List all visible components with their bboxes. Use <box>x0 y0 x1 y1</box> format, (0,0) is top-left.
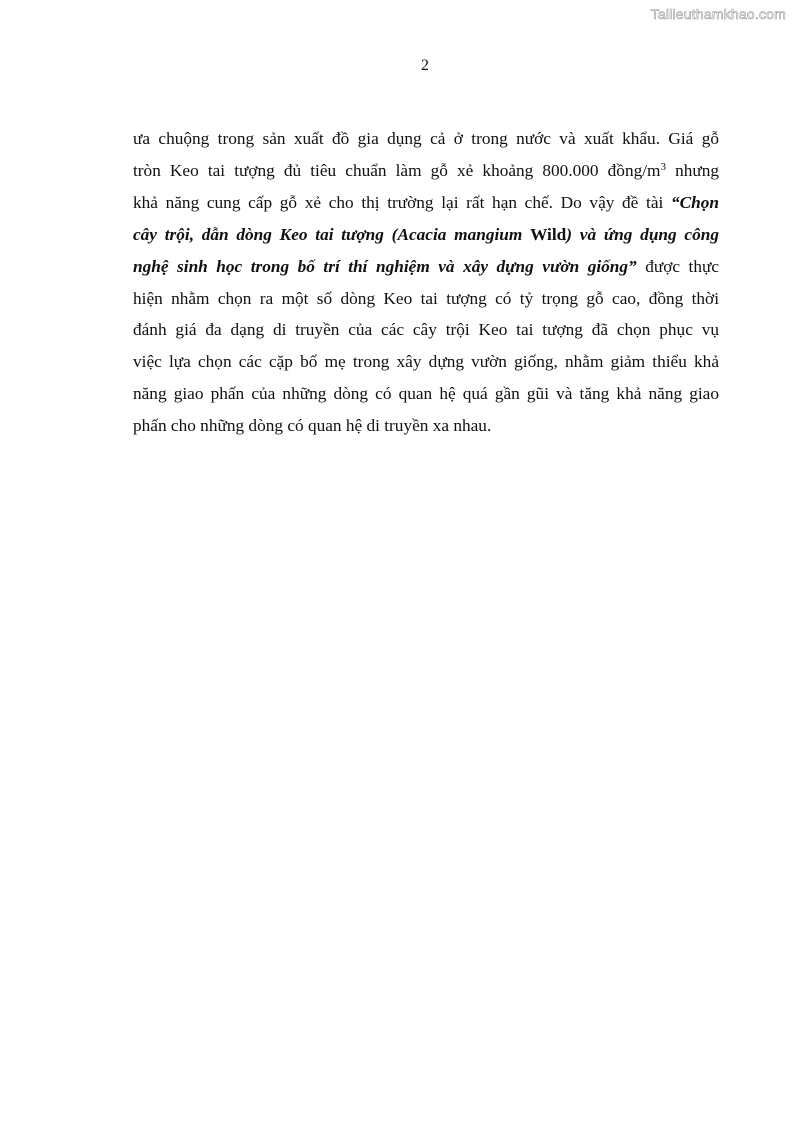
paragraph-text: hiện nhằm chọn ra một số dòng Keo tai tượng có tỷ trọng gỗ cao, đồng thời <box>133 288 719 308</box>
paragraph-line <box>133 251 719 283</box>
watermark-text: Tailieuthamkhao.com <box>650 6 786 22</box>
paragraph-text: khả năng cung cấp gỗ xẻ cho thị trường lại rất hạn chế. Do vậy đề tài <box>133 192 671 212</box>
paragraph-text: năng giao phấn của những dòng có quan hệ quá gần gũi và tăng khả năng giao <box>133 384 719 404</box>
paragraph-line <box>133 187 719 219</box>
paragraph-line <box>133 314 719 346</box>
paragraph-text: tròn Keo tai tượng đủ tiêu chuẩn làm gỗ xẻ khoảng 800.000 đồng/m <box>133 160 661 180</box>
paragraph-text: được thực <box>636 256 719 276</box>
paragraph-text: phấn cho những dòng có quan hệ di truyền xa nhau. <box>133 416 492 436</box>
paragraph-text: đánh giá đa dạng di truyền của các cây trội Keo tai tượng đã chọn phục vụ <box>133 320 719 340</box>
paragraph-line <box>133 283 719 315</box>
paragraph-line <box>133 378 719 410</box>
project-title-text: cây trội, dẫn dòng Keo tai tượng (Acacia mangium <box>133 224 531 244</box>
paragraph-line <box>133 219 719 251</box>
paragraph-line <box>133 123 719 155</box>
superscript-exponent: 3 <box>660 160 666 173</box>
page-number: 2 <box>421 57 429 74</box>
paragraph-text: nhưng <box>665 160 720 180</box>
project-title-text: nghệ sinh học trong bố trí thí nghiệm và xây dựng vườn giống” <box>133 256 637 276</box>
project-title-author: Wild <box>530 224 567 244</box>
project-title-text: “Chọn <box>670 192 719 212</box>
paragraph-text: việc lựa chọn các cặp bố mẹ trong xây dựng vườn giống, nhằm giảm thiểu khả <box>133 352 719 372</box>
paragraph-text: ưa chuộng trong sản xuất đồ gia dụng cả ở trong nước và xuất khẩu. Giá gỗ <box>133 129 719 148</box>
paragraph-line <box>133 410 719 442</box>
paragraph-line <box>133 155 719 187</box>
body-paragraph <box>133 123 719 442</box>
paragraph-line <box>133 346 719 378</box>
project-title-text: ) và ứng dụng công <box>566 224 719 244</box>
